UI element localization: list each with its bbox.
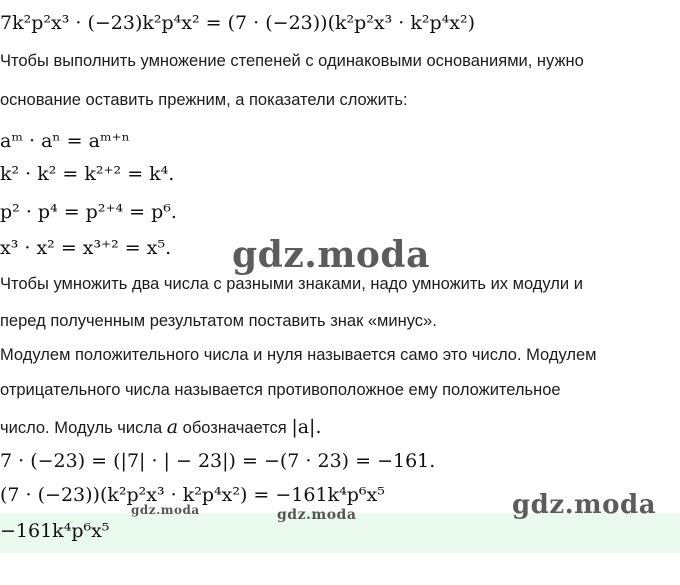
text-line-3: Чтобы умножить два числа с разными знаками, надо умножить их модули и [0, 275, 583, 293]
answer-text: −161k⁴p⁶x⁵ [0, 520, 110, 542]
formula-power-rule: aᵐ · aⁿ = aᵐ⁺ⁿ [0, 130, 130, 152]
text-line-4: перед полученным результатом поставить знак «минус». [0, 312, 437, 330]
formula-x: x³ · x² = x³⁺² = x⁵. [0, 237, 172, 259]
formula-product: 7 · (−23) = (|7| · | − 23|) = −(7 · 23) = −161. [0, 450, 436, 472]
abs-a: |a|. [291, 416, 322, 438]
text-line-1: Чтобы выполнить умножение степеней с одинаковыми основаниями, нужно [0, 52, 584, 70]
watermark-center: gdz.moda [232, 234, 430, 276]
text-line-2: основание оставить прежним, а показатели сложить: [0, 91, 408, 109]
variable-a: a [166, 416, 179, 438]
formula-k: k² · k² = k²⁺² = k⁴. [0, 163, 175, 185]
text-line-7-start: число. Модуль числа [0, 419, 167, 437]
text-line-7 [0, 416, 322, 438]
formula-p: p² · p⁴ = p²⁺⁴ = p⁶. [0, 201, 177, 223]
text-line-6: отрицательного числа называется противоположное ему положительное [0, 381, 561, 399]
text-line-5: Модулем положительного числа и нуля называется само это число. Модулем [0, 346, 597, 364]
watermark-small-middle: gdz.moda [277, 507, 357, 523]
text-line-7-middle: обозначается [178, 419, 292, 437]
watermark-small-left: gdz.moda [131, 503, 200, 517]
equation-line-1: 7k²p²x³ · (−23)k²p⁴x² = (7 · (−23))(k²p²x³ · k²p⁴x²) [0, 12, 475, 34]
formula-full: (7 · (−23))(k²p²x³ · k²p⁴x²) = −161k⁴p⁶x⁵ [0, 484, 385, 506]
watermark-right: gdz.moda [512, 490, 657, 520]
